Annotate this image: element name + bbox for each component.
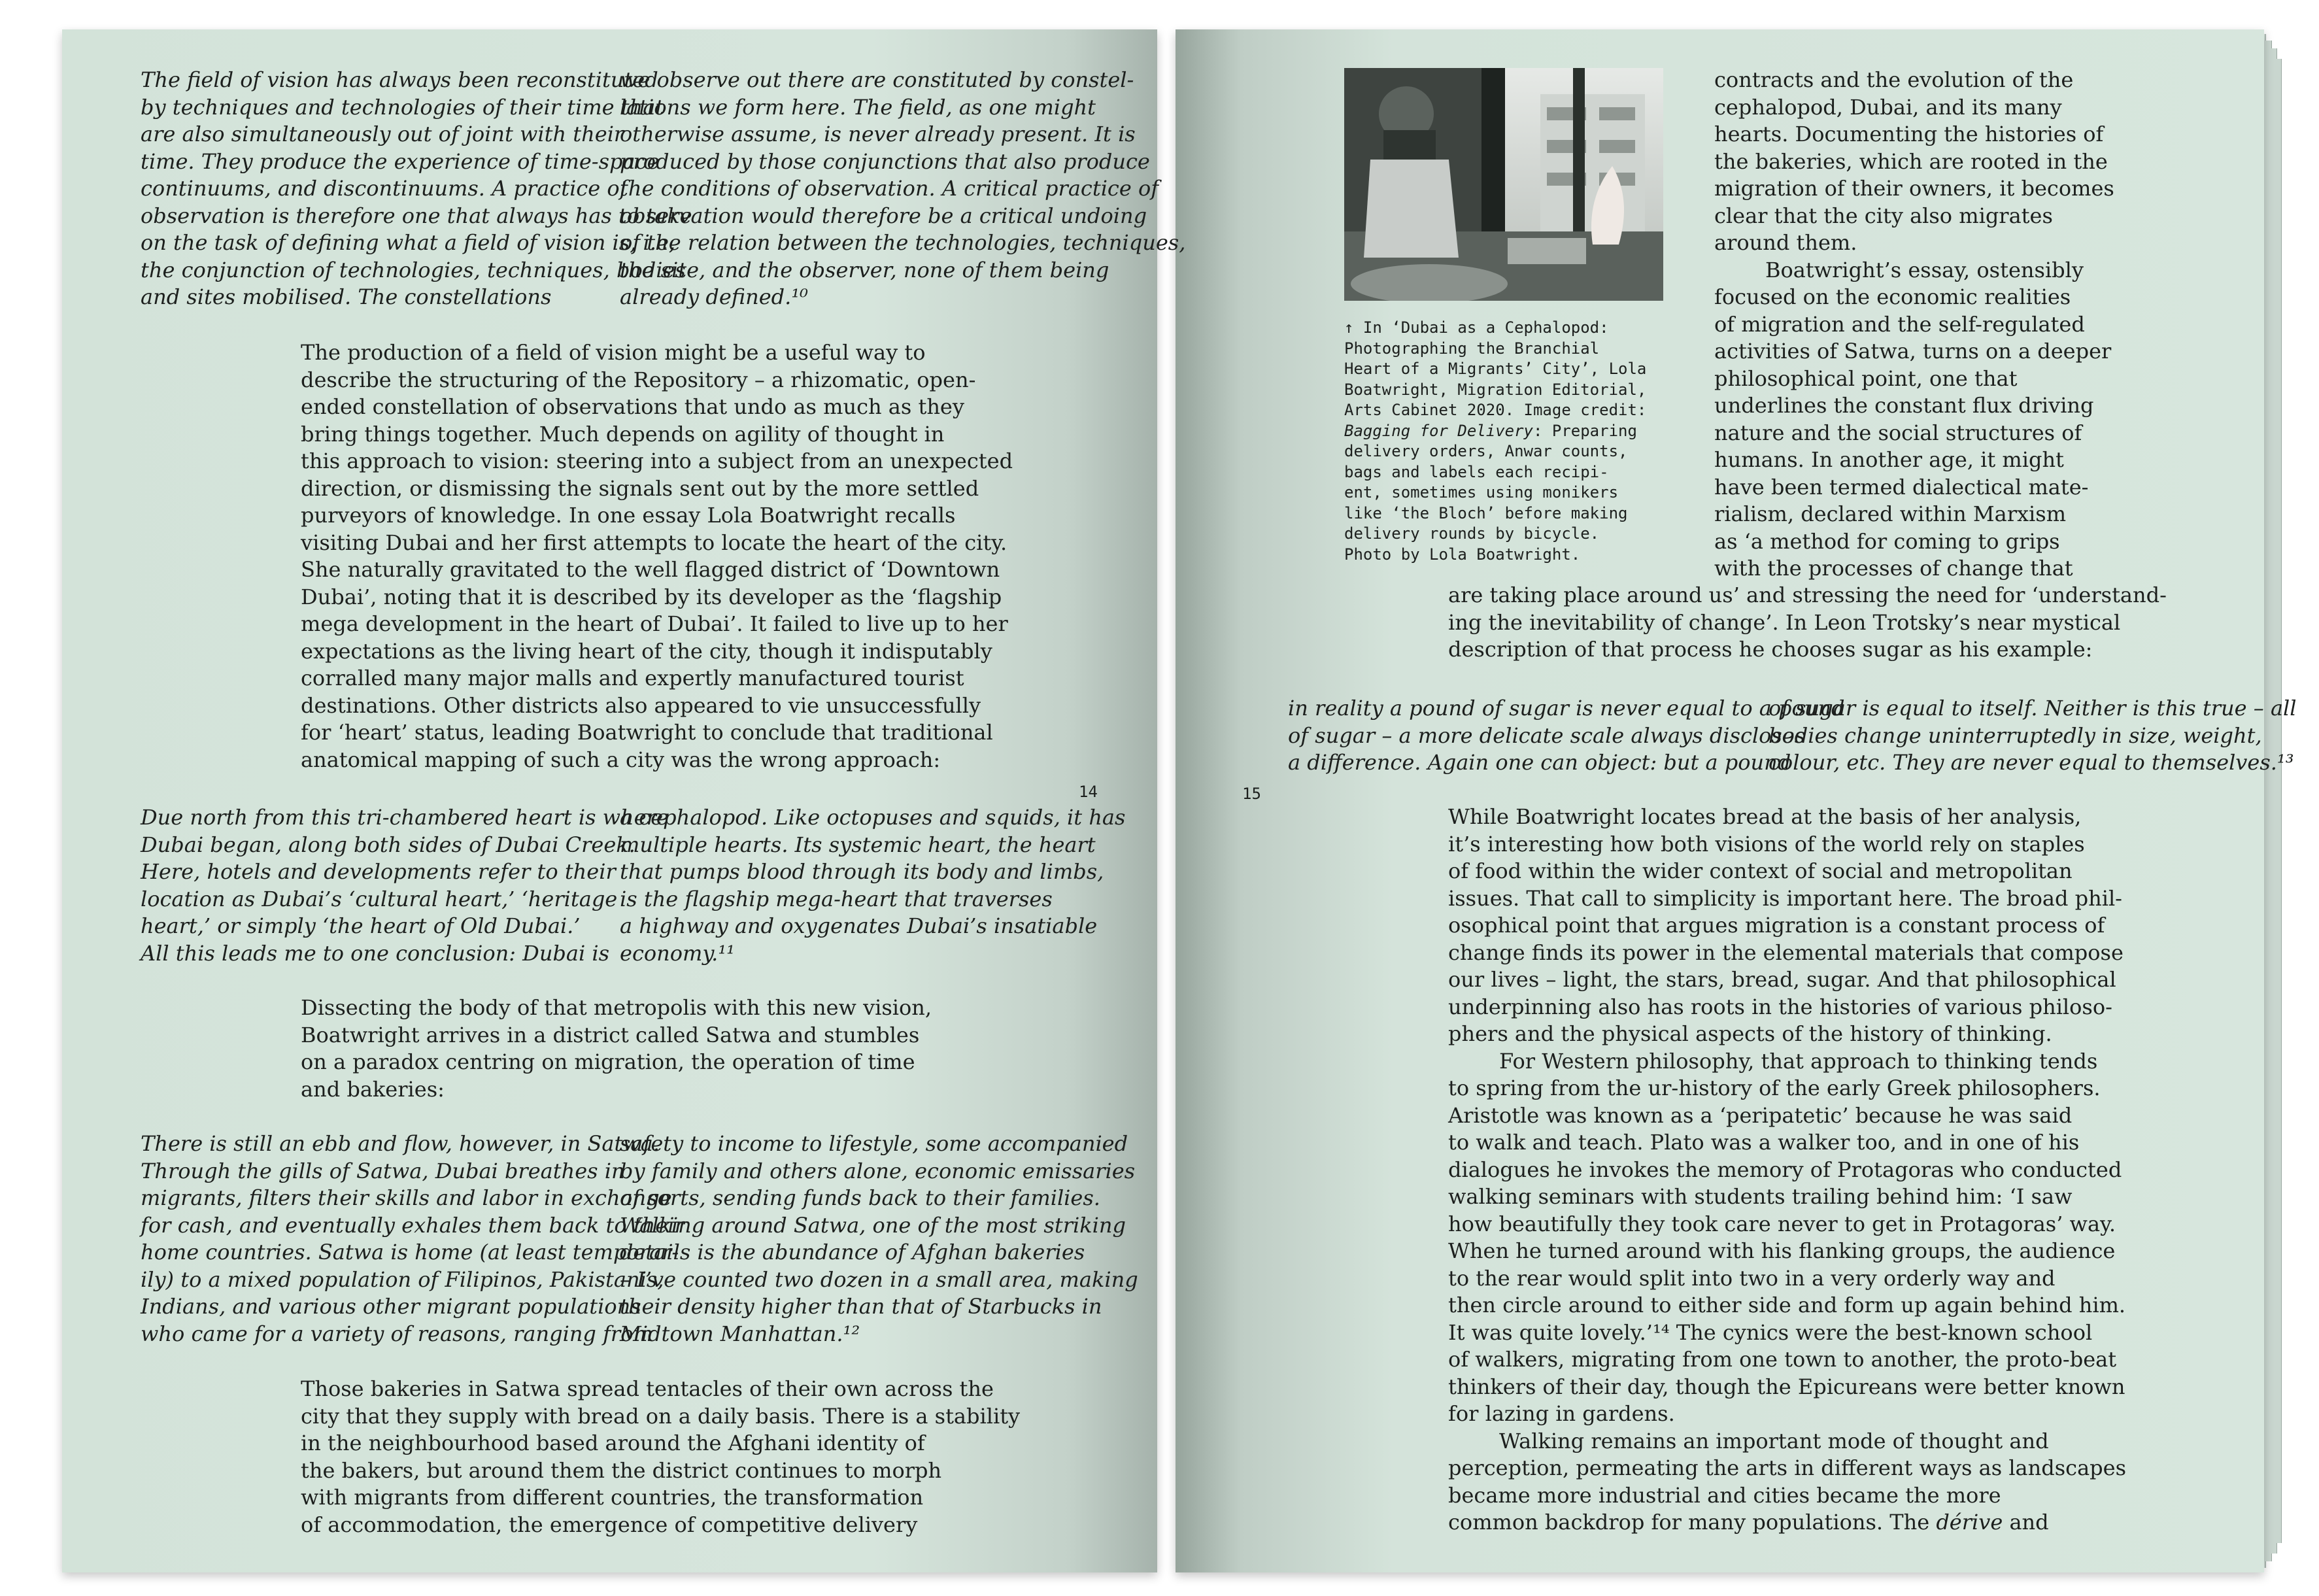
text-line: multiple hearts. Its systemic heart, the heart bbox=[620, 832, 1096, 857]
text-line: a cephalopod. Like octopuses and squids, it has bbox=[620, 805, 1126, 830]
text-line: The field of vision has always been reconstituted bbox=[141, 67, 658, 92]
text-line: Dubai began, along both sides of Dubai Creek. bbox=[141, 832, 635, 857]
text-line: ended constellation of observations that undo as much as they bbox=[301, 394, 964, 419]
text-line: dialogues he invokes the memory of Protagoras who conducted bbox=[1448, 1157, 2122, 1182]
text-line: Bagging for Delivery: Preparing bbox=[1344, 421, 1637, 440]
text-line: of sorts, sending funds back to their families. bbox=[620, 1185, 1100, 1210]
quote-4-col-1 bbox=[1288, 695, 1845, 777]
text-line: Heart of a Migrants’ City’, Lola bbox=[1344, 360, 1647, 378]
text-line: – I’ve counted two dozen in a small area, making bbox=[620, 1266, 1138, 1292]
text-line: osophical point that argues migration is a constant process of bbox=[1448, 913, 2105, 938]
text-line: like ‘the Bloch’ before making bbox=[1344, 503, 1628, 522]
text-line: for ‘heart’ status, leading Boatwright to conclude that traditional bbox=[301, 720, 993, 745]
text-line: to the rear would split into two in a very orderly way and bbox=[1448, 1265, 2056, 1291]
quote-3-col-1 bbox=[141, 1130, 685, 1348]
text-line: purveyors of knowledge. In one essay Lola Boatwright recalls bbox=[301, 503, 956, 528]
text-line: Photo by Lola Boatwright. bbox=[1344, 545, 1581, 564]
text-line: have been termed dialectical mate- bbox=[1714, 474, 2089, 500]
page-edge bbox=[2275, 59, 2282, 1543]
text-line: migration of their owners, it becomes bbox=[1714, 176, 2114, 201]
text-line: in the neighbourhood based around the Afghani identity of bbox=[301, 1431, 925, 1455]
text-line: produced by those conjunctions that also produce bbox=[620, 148, 1150, 174]
text-line: focused on the economic realities bbox=[1714, 284, 2071, 309]
text-line: ily) to a mixed population of Filipinos, Pakistanis, bbox=[141, 1266, 664, 1292]
body-text-2 bbox=[301, 994, 932, 1103]
text-line: anatomical mapping of such a city was the wrong approach: bbox=[301, 747, 941, 772]
quote-2-col-1 bbox=[141, 804, 669, 967]
photo-caption bbox=[1344, 318, 1646, 565]
text-line: visiting Dubai and her first attempts to locate the heart of the city. bbox=[301, 530, 1007, 555]
text-line: the bakeries, which are rooted in the bbox=[1714, 148, 2108, 174]
text-line: Midtown Manhattan.¹² bbox=[620, 1321, 860, 1346]
text-line: destinations. Other districts also appeared to vie unsuccessfully bbox=[301, 692, 981, 718]
text-line: phers and the physical aspects of the history of thinking. bbox=[1448, 1021, 2052, 1046]
text-line: migrants, filters their skills and labor in exchange bbox=[141, 1185, 672, 1210]
text-line: underlines the constant flux driving bbox=[1714, 393, 2094, 418]
text-line: walking seminars with students trailing behind him: ‘I saw bbox=[1448, 1184, 2073, 1209]
text-line: city that they supply with bread on a daily basis. There is a stability bbox=[301, 1403, 1021, 1429]
text-line: philosophical point, one that bbox=[1714, 365, 2018, 391]
text-line: Aristotle was known as a ‘peripatetic’ because he was said bbox=[1448, 1102, 2073, 1128]
text-line: to spring from the ur-history of the early Greek philosophers. bbox=[1448, 1076, 2101, 1100]
photo-image bbox=[1344, 68, 1663, 301]
text-line: mega development in the heart of Dubai’. It failed to live up to her bbox=[301, 611, 1008, 636]
text-line: that pumps blood through its body and limbs, bbox=[620, 859, 1104, 884]
text-line: Dissecting the body of that metropolis with this new vision, bbox=[301, 995, 932, 1020]
text-line: Due north from this tri-chambered heart is where bbox=[141, 805, 669, 830]
text-line: ing the inevitability of change’. In Leon Trotsky’s near mystical bbox=[1448, 609, 2121, 635]
text-line: the conjunction of technologies, techniques, bodies bbox=[141, 257, 686, 282]
text-line: and sites mobilised. The constellations bbox=[141, 284, 552, 309]
text-line: of accommodation, the emergence of competitive delivery bbox=[301, 1512, 918, 1537]
text-line: rialism, declared within Marxism bbox=[1714, 501, 2067, 526]
text-line: Walking around Satwa, one of the most striking bbox=[620, 1212, 1126, 1238]
text-line: of the relation between the technologies, techniques, bbox=[620, 230, 1186, 255]
text-line: There is still an ebb and flow, however, in Satwa. bbox=[141, 1131, 660, 1156]
text-line: with migrants from different countries, the transformation bbox=[301, 1485, 924, 1510]
text-line: by family and others alone, economic emissaries bbox=[620, 1158, 1136, 1183]
body-text-3 bbox=[301, 1376, 1020, 1538]
text-line: hearts. Documenting the histories of bbox=[1714, 122, 2104, 146]
text-line: description of that process he chooses sugar as his example: bbox=[1448, 637, 2093, 662]
text-line: All this leads me to one conclusion: Dubai is bbox=[141, 940, 610, 966]
text-line: a highway and oxygenates Dubai’s insatiable bbox=[620, 913, 1098, 938]
text-line: of migration and the self-regulated bbox=[1714, 311, 2085, 337]
text-line: activities of Satwa, turns on a deeper bbox=[1714, 339, 2112, 364]
text-line: are taking place around us’ and stressing the need for ‘understand- bbox=[1448, 583, 2167, 607]
text-line: this approach to vision: steering into a subject from an unexpected bbox=[301, 449, 1013, 473]
text-line: expectations as the living heart of the city, though it indisputably bbox=[301, 638, 992, 664]
body-text-wide bbox=[1448, 582, 2167, 664]
text-line: time. They produce the experience of time-space bbox=[141, 148, 660, 174]
text-line: we observe out there are constituted by constel- bbox=[620, 67, 1134, 92]
text-line: for cash, and eventually exhales them back to their bbox=[141, 1212, 685, 1238]
text-line: and bakeries: bbox=[301, 1076, 445, 1102]
text-line: Those bakeries in Satwa spread tentacles of their own across the bbox=[301, 1376, 994, 1401]
text-line: heart,’ or simply ‘the heart of Old Dubai.’ bbox=[141, 913, 581, 938]
text-line: are also simultaneously out of joint with their bbox=[141, 122, 624, 146]
text-line: by techniques and technologies of their time that bbox=[141, 94, 664, 120]
text-line: it’s interesting how both visions of the world rely on staples bbox=[1448, 831, 2085, 857]
text-line: describe the structuring of the Repository – a rhizomatic, open- bbox=[301, 367, 976, 392]
text-line: in reality a pound of sugar is never equal to a pound bbox=[1288, 696, 1845, 721]
text-line: bodies change uninterruptedly in size, weight, bbox=[1769, 722, 2262, 748]
text-line: Boatwright, Migration Editorial, bbox=[1344, 380, 1647, 399]
text-line: a difference. Again one can object: but a pound bbox=[1288, 750, 1791, 775]
page-number-15: 15 bbox=[1242, 785, 1261, 803]
text-line: thinkers of their day, though the Epicureans were better known bbox=[1448, 1374, 2125, 1399]
text-line: the site, and the observer, none of them being bbox=[620, 257, 1109, 282]
text-line: already defined.¹⁰ bbox=[620, 284, 808, 309]
text-line: bags and labels each recipi- bbox=[1344, 462, 1609, 481]
text-line: of sugar is equal to itself. Neither is this true – all bbox=[1769, 696, 2297, 721]
text-line: with the processes of change that bbox=[1714, 556, 2073, 581]
text-line: economy.¹¹ bbox=[620, 940, 735, 966]
text-line: who came for a variety of reasons, ranging from bbox=[141, 1321, 653, 1346]
text-line: While Boatwright locates bread at the basis of her analysis, bbox=[1448, 804, 2082, 829]
text-line: She naturally gravitated to the well flagged district of ‘Downtown bbox=[301, 557, 1000, 582]
text-line: on the task of defining what a field of vision is, i.e, bbox=[141, 230, 676, 255]
text-line: Boatwright’s essay, ostensibly bbox=[1765, 257, 2084, 282]
text-line: ent, sometimes using monikers bbox=[1344, 483, 1619, 501]
text-line: on a paradox centring on migration, the operation of time bbox=[301, 1049, 915, 1074]
text-line: When he turned around with his flanking groups, the audience bbox=[1448, 1238, 2116, 1263]
text-line: then circle around to either side and form up again behind him. bbox=[1448, 1293, 2126, 1317]
text-line: otherwise assume, is never already present. It is bbox=[620, 122, 1136, 146]
text-line: perception, permeating the arts in different ways as landscapes bbox=[1448, 1455, 2126, 1480]
text-line: underpinning also has roots in the histories of various philoso- bbox=[1448, 994, 2112, 1019]
text-line: nature and the social structures of bbox=[1714, 420, 2082, 445]
text-line: For Western philosophy, that approach to thinking tends bbox=[1499, 1048, 2098, 1074]
text-line: direction, or dismissing the signals sent out by the more settled bbox=[301, 475, 979, 501]
text-line: delivery rounds by bicycle. bbox=[1344, 524, 1600, 543]
text-line: became more industrial and cities became the more bbox=[1448, 1482, 2001, 1508]
text-line: cephalopod, Dubai, and its many bbox=[1714, 94, 2062, 120]
text-line: colour, etc. They are never equal to themselves.¹³ bbox=[1769, 750, 2294, 775]
text-line: of walkers, migrating from one town to another, the proto-beat bbox=[1448, 1347, 2117, 1372]
body-text-top bbox=[1714, 67, 2114, 583]
text-line: continuums, and discontinuums. A practice of bbox=[141, 176, 628, 201]
text-line: Indians, and various other migrant populations bbox=[141, 1294, 641, 1319]
text-line: of food within the wider context of social and metropolitan bbox=[1448, 858, 2073, 883]
text-line: Here, hotels and developments refer to their bbox=[141, 859, 616, 884]
text-line: location as Dubai’s ‘cultural heart,’ ‘heritage bbox=[141, 886, 618, 911]
text-line: issues. That call to simplicity is important here. The broad phil- bbox=[1448, 885, 2122, 911]
text-line: Through the gills of Satwa, Dubai breathes in bbox=[141, 1158, 625, 1183]
text-line: Arts Cabinet 2020. Image credit: bbox=[1344, 401, 1647, 419]
text-line: contracts and the evolution of the bbox=[1714, 67, 2074, 92]
text-line: the bakers, but around them the district continues to morph bbox=[301, 1457, 942, 1483]
text-line: as ‘a method for coming to grips bbox=[1714, 528, 2060, 554]
text-line: lations we form here. The field, as one might bbox=[620, 94, 1096, 120]
quote-2-col-2 bbox=[620, 804, 1125, 967]
body-text-bottom bbox=[1448, 804, 2126, 1537]
text-line: Boatwright arrives in a district called Satwa and stumbles bbox=[301, 1022, 920, 1047]
quote-3-col-2 bbox=[620, 1130, 1138, 1348]
text-line: our lives – light, the stars, bread, sugar. And that philosophical bbox=[1448, 967, 2116, 992]
body-text-1 bbox=[301, 339, 1013, 773]
text-line: Photographing the Branchial bbox=[1344, 339, 1600, 358]
page-number-14: 14 bbox=[1079, 783, 1098, 801]
text-line: common backdrop for many populations. The dérive and bbox=[1448, 1510, 2049, 1535]
text-line: clear that the city also migrates bbox=[1714, 203, 2053, 228]
text-line: of sugar – a more delicate scale always discloses bbox=[1288, 722, 1806, 748]
text-line: home countries. Satwa is home (at least temporar- bbox=[141, 1240, 679, 1265]
text-line: observation would therefore be a critical undoing bbox=[620, 203, 1147, 228]
quote-4-col-2 bbox=[1769, 695, 2296, 777]
text-line: ↑ In ‘Dubai as a Cephalopod: bbox=[1344, 318, 1609, 337]
text-line: around them. bbox=[1714, 230, 1857, 255]
text-line: is the flagship mega-heart that traverses bbox=[620, 886, 1053, 911]
text-line: humans. In another age, it might bbox=[1714, 447, 2064, 472]
text-line: their density higher than that of Starbucks in bbox=[620, 1294, 1102, 1319]
quote-1-col-2 bbox=[620, 67, 1185, 311]
text-line: how beautifully they took care never to get in Protagoras’ way. bbox=[1448, 1211, 2116, 1236]
text-line: for lazing in gardens. bbox=[1448, 1401, 1675, 1426]
text-line: The production of a field of vision might be a useful way to bbox=[301, 340, 926, 365]
text-line: observation is therefore one that always has to take bbox=[141, 203, 692, 228]
text-line: the conditions of observation. A critical practice of bbox=[620, 176, 1159, 201]
text-line: safety to income to lifestyle, some accompanied bbox=[620, 1131, 1128, 1156]
text-line: bring things together. Much depends on agility of thought in bbox=[301, 421, 945, 447]
text-line: to walk and teach. Plato was a walker too, and in one of his bbox=[1448, 1130, 2080, 1155]
text-line: details is the abundance of Afghan bakeries bbox=[620, 1240, 1085, 1265]
text-line: corralled many major malls and expertly manufactured tourist bbox=[301, 666, 964, 690]
text-line: It was quite lovely.’¹⁴ The cynics were the best-known school bbox=[1448, 1319, 2093, 1345]
text-line: change finds its power in the elemental materials that compose bbox=[1448, 940, 2124, 965]
photo-bagging-for-delivery bbox=[1344, 68, 1663, 301]
text-line: Dubai’, noting that it is described by its developer as the ‘flagship bbox=[301, 584, 1002, 609]
quote-1-col-1 bbox=[141, 67, 692, 311]
text-line: Walking remains an important mode of thought and bbox=[1499, 1428, 2049, 1453]
text-line: delivery orders, Anwar counts, bbox=[1344, 442, 1628, 460]
